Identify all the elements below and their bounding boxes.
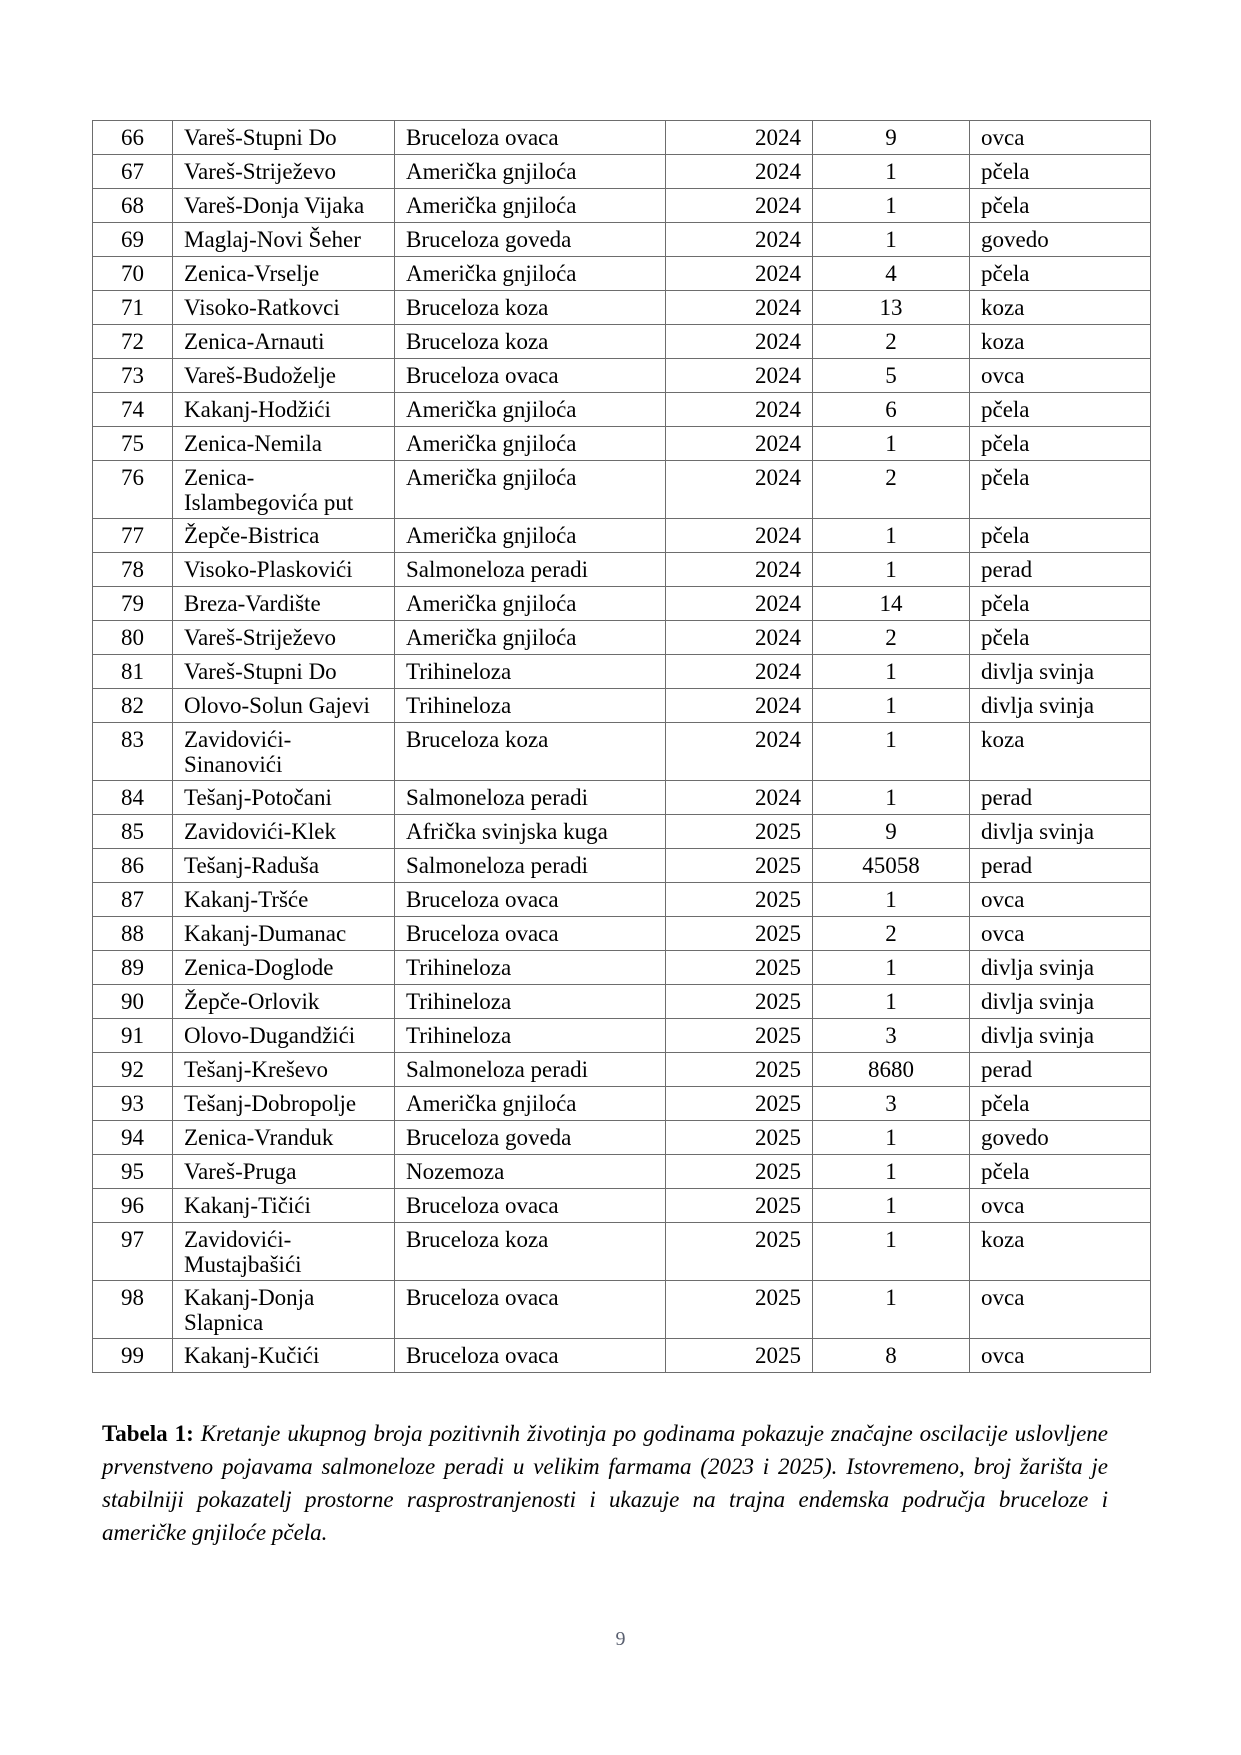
disease-cell: Bruceloza ovaca (395, 1339, 666, 1373)
year-cell: 2025 (666, 815, 813, 849)
disease-cell: Američka gnjiloća (395, 189, 666, 223)
outbreak-table (92, 120, 1151, 1373)
table-row (93, 883, 1151, 917)
species-cell: pčela (970, 155, 1151, 189)
disease-cell: Američka gnjiloća (395, 621, 666, 655)
row-number-cell: 79 (93, 587, 173, 621)
year-cell: 2024 (666, 587, 813, 621)
disease-cell: Bruceloza ovaca (395, 1189, 666, 1223)
table-row (93, 723, 1151, 781)
year-cell: 2025 (666, 1223, 813, 1281)
positive-count-cell: 5 (813, 359, 970, 393)
year-cell: 2024 (666, 189, 813, 223)
location-cell: Kakanj-Tršće (173, 883, 395, 917)
row-number-cell: 82 (93, 689, 173, 723)
location-cell: Zenica-Doglode (173, 951, 395, 985)
table-row (93, 325, 1151, 359)
table-row (93, 519, 1151, 553)
table-row (93, 461, 1151, 519)
species-cell: perad (970, 1053, 1151, 1087)
location-cell: Tešanj-Raduša (173, 849, 395, 883)
positive-count-cell: 9 (813, 121, 970, 155)
location-cell: Vareš-Stupni Do (173, 121, 395, 155)
year-cell: 2025 (666, 951, 813, 985)
year-cell: 2025 (666, 883, 813, 917)
species-cell: divlja svinja (970, 815, 1151, 849)
row-number-cell: 91 (93, 1019, 173, 1053)
table-row (93, 1121, 1151, 1155)
location-cell: Kakanj-Kučići (173, 1339, 395, 1373)
species-cell: perad (970, 553, 1151, 587)
disease-cell: Trihineloza (395, 689, 666, 723)
table-row (93, 587, 1151, 621)
location-cell: Zavidovići-Klek (173, 815, 395, 849)
positive-count-cell: 1 (813, 655, 970, 689)
disease-cell: Trihineloza (395, 951, 666, 985)
year-cell: 2024 (666, 461, 813, 519)
year-cell: 2024 (666, 223, 813, 257)
table-row (93, 359, 1151, 393)
species-cell: ovca (970, 121, 1151, 155)
table-row (93, 781, 1151, 815)
table-row (93, 223, 1151, 257)
disease-cell: Salmoneloza peradi (395, 849, 666, 883)
positive-count-cell: 1 (813, 1281, 970, 1339)
disease-cell: Bruceloza ovaca (395, 917, 666, 951)
table-row (93, 621, 1151, 655)
species-cell: perad (970, 849, 1151, 883)
year-cell: 2025 (666, 1019, 813, 1053)
table-row (93, 1155, 1151, 1189)
species-cell: koza (970, 325, 1151, 359)
row-number-cell: 69 (93, 223, 173, 257)
row-number-cell: 72 (93, 325, 173, 359)
positive-count-cell: 1 (813, 1155, 970, 1189)
year-cell: 2025 (666, 1281, 813, 1339)
table-row (93, 1339, 1151, 1373)
species-cell: pčela (970, 393, 1151, 427)
disease-cell: Salmoneloza peradi (395, 553, 666, 587)
row-number-cell: 76 (93, 461, 173, 519)
disease-cell: Trihineloza (395, 985, 666, 1019)
positive-count-cell: 3 (813, 1019, 970, 1053)
location-cell: Zavidovići- Sinanovići (173, 723, 395, 781)
row-number-cell: 66 (93, 121, 173, 155)
positive-count-cell: 9 (813, 815, 970, 849)
positive-count-cell: 1 (813, 1223, 970, 1281)
table-row (93, 393, 1151, 427)
year-cell: 2024 (666, 655, 813, 689)
table-row (93, 257, 1151, 291)
species-cell: pčela (970, 519, 1151, 553)
row-number-cell: 93 (93, 1087, 173, 1121)
disease-cell: Bruceloza ovaca (395, 1281, 666, 1339)
location-cell: Maglaj-Novi Šeher (173, 223, 395, 257)
row-number-cell: 97 (93, 1223, 173, 1281)
row-number-cell: 83 (93, 723, 173, 781)
year-cell: 2024 (666, 359, 813, 393)
location-cell: Tešanj-Potočani (173, 781, 395, 815)
table-row (93, 189, 1151, 223)
row-number-cell: 86 (93, 849, 173, 883)
row-number-cell: 88 (93, 917, 173, 951)
row-number-cell: 74 (93, 393, 173, 427)
species-cell: ovca (970, 359, 1151, 393)
row-number-cell: 94 (93, 1121, 173, 1155)
year-cell: 2025 (666, 1339, 813, 1373)
species-cell: pčela (970, 257, 1151, 291)
species-cell: divlja svinja (970, 689, 1151, 723)
species-cell: koza (970, 723, 1151, 781)
row-number-cell: 78 (93, 553, 173, 587)
disease-cell: Američka gnjiloća (395, 1087, 666, 1121)
location-cell: Vareš-Stupni Do (173, 655, 395, 689)
positive-count-cell: 2 (813, 621, 970, 655)
species-cell: ovca (970, 883, 1151, 917)
table-row (93, 1189, 1151, 1223)
disease-cell: Američka gnjiloća (395, 393, 666, 427)
positive-count-cell: 4 (813, 257, 970, 291)
positive-count-cell: 45058 (813, 849, 970, 883)
location-cell: Visoko-Ratkovci (173, 291, 395, 325)
table-row (93, 985, 1151, 1019)
table-row (93, 815, 1151, 849)
row-number-cell: 77 (93, 519, 173, 553)
positive-count-cell: 3 (813, 1087, 970, 1121)
species-cell: ovca (970, 1339, 1151, 1373)
row-number-cell: 68 (93, 189, 173, 223)
row-number-cell: 99 (93, 1339, 173, 1373)
location-cell: Zavidovići- Mustajbašići (173, 1223, 395, 1281)
positive-count-cell: 2 (813, 461, 970, 519)
positive-count-cell: 1 (813, 1121, 970, 1155)
disease-cell: Bruceloza ovaca (395, 359, 666, 393)
year-cell: 2025 (666, 849, 813, 883)
table-row (93, 121, 1151, 155)
year-cell: 2025 (666, 1189, 813, 1223)
year-cell: 2024 (666, 291, 813, 325)
year-cell: 2024 (666, 325, 813, 359)
location-cell: Vareš-Striježevo (173, 155, 395, 189)
positive-count-cell: 1 (813, 689, 970, 723)
positive-count-cell: 1 (813, 781, 970, 815)
disease-cell: Američka gnjiloća (395, 587, 666, 621)
row-number-cell: 89 (93, 951, 173, 985)
species-cell: divlja svinja (970, 951, 1151, 985)
species-cell: perad (970, 781, 1151, 815)
disease-cell: Nozemoza (395, 1155, 666, 1189)
row-number-cell: 98 (93, 1281, 173, 1339)
location-cell: Žepče-Orlovik (173, 985, 395, 1019)
year-cell: 2025 (666, 985, 813, 1019)
row-number-cell: 67 (93, 155, 173, 189)
positive-count-cell: 2 (813, 917, 970, 951)
positive-count-cell: 1 (813, 985, 970, 1019)
species-cell: koza (970, 1223, 1151, 1281)
row-number-cell: 92 (93, 1053, 173, 1087)
disease-cell: Salmoneloza peradi (395, 1053, 666, 1087)
caption-label: Tabela 1: (102, 1421, 194, 1446)
positive-count-cell: 2 (813, 325, 970, 359)
disease-cell: Bruceloza koza (395, 291, 666, 325)
year-cell: 2025 (666, 1121, 813, 1155)
row-number-cell: 81 (93, 655, 173, 689)
species-cell: govedo (970, 223, 1151, 257)
year-cell: 2024 (666, 427, 813, 461)
location-cell: Zenica-Vranduk (173, 1121, 395, 1155)
outbreak-table-body (93, 121, 1151, 1373)
positive-count-cell: 1 (813, 519, 970, 553)
year-cell: 2025 (666, 1087, 813, 1121)
species-cell: pčela (970, 461, 1151, 519)
year-cell: 2025 (666, 1053, 813, 1087)
row-number-cell: 75 (93, 427, 173, 461)
table-row (93, 1223, 1151, 1281)
location-cell: Olovo-Dugandžići (173, 1019, 395, 1053)
positive-count-cell: 1 (813, 883, 970, 917)
location-cell: Žepče-Bistrica (173, 519, 395, 553)
year-cell: 2024 (666, 121, 813, 155)
disease-cell: Američka gnjiloća (395, 461, 666, 519)
disease-cell: Bruceloza koza (395, 1223, 666, 1281)
table-row (93, 655, 1151, 689)
table-row (93, 155, 1151, 189)
location-cell: Zenica-Nemila (173, 427, 395, 461)
row-number-cell: 95 (93, 1155, 173, 1189)
year-cell: 2024 (666, 553, 813, 587)
species-cell: ovca (970, 1189, 1151, 1223)
species-cell: govedo (970, 1121, 1151, 1155)
location-cell: Zenica- Islambegovića put (173, 461, 395, 519)
species-cell: koza (970, 291, 1151, 325)
location-cell: Zenica-Arnauti (173, 325, 395, 359)
species-cell: pčela (970, 189, 1151, 223)
species-cell: pčela (970, 1155, 1151, 1189)
location-cell: Vareš-Striježevo (173, 621, 395, 655)
positive-count-cell: 6 (813, 393, 970, 427)
species-cell: ovca (970, 917, 1151, 951)
location-cell: Visoko-Plaskovići (173, 553, 395, 587)
positive-count-cell: 1 (813, 155, 970, 189)
table-row (93, 1019, 1151, 1053)
row-number-cell: 71 (93, 291, 173, 325)
disease-cell: Bruceloza goveda (395, 1121, 666, 1155)
disease-cell: Afrička svinjska kuga (395, 815, 666, 849)
disease-cell: Američka gnjiloća (395, 427, 666, 461)
species-cell: ovca (970, 1281, 1151, 1339)
positive-count-cell: 1 (813, 223, 970, 257)
year-cell: 2024 (666, 519, 813, 553)
disease-cell: Američka gnjiloća (395, 155, 666, 189)
positive-count-cell: 1 (813, 189, 970, 223)
positive-count-cell: 1 (813, 553, 970, 587)
year-cell: 2024 (666, 621, 813, 655)
table-row (93, 849, 1151, 883)
location-cell: Breza-Vardište (173, 587, 395, 621)
row-number-cell: 73 (93, 359, 173, 393)
disease-cell: Američka gnjiloća (395, 519, 666, 553)
table-row (93, 951, 1151, 985)
row-number-cell: 87 (93, 883, 173, 917)
row-number-cell: 90 (93, 985, 173, 1019)
disease-cell: Bruceloza ovaca (395, 883, 666, 917)
table-row (93, 1087, 1151, 1121)
species-cell: divlja svinja (970, 655, 1151, 689)
row-number-cell: 84 (93, 781, 173, 815)
year-cell: 2024 (666, 155, 813, 189)
year-cell: 2024 (666, 257, 813, 291)
year-cell: 2024 (666, 689, 813, 723)
disease-cell: Trihineloza (395, 655, 666, 689)
table-row (93, 291, 1151, 325)
year-cell: 2025 (666, 1155, 813, 1189)
location-cell: Zenica-Vrselje (173, 257, 395, 291)
species-cell: pčela (970, 587, 1151, 621)
location-cell: Vareš-Pruga (173, 1155, 395, 1189)
row-number-cell: 70 (93, 257, 173, 291)
location-cell: Vareš-Budoželje (173, 359, 395, 393)
table-row (93, 689, 1151, 723)
table-row (93, 1281, 1151, 1339)
disease-cell: Bruceloza ovaca (395, 121, 666, 155)
location-cell: Kakanj-Dumanac (173, 917, 395, 951)
disease-cell: Salmoneloza peradi (395, 781, 666, 815)
species-cell: pčela (970, 427, 1151, 461)
positive-count-cell: 1 (813, 951, 970, 985)
table-row (93, 427, 1151, 461)
year-cell: 2024 (666, 723, 813, 781)
table-caption (102, 1417, 1108, 1549)
species-cell: pčela (970, 621, 1151, 655)
location-cell: Olovo-Solun Gajevi (173, 689, 395, 723)
row-number-cell: 96 (93, 1189, 173, 1223)
species-cell: pčela (970, 1087, 1151, 1121)
location-cell: Kakanj-Hodžići (173, 393, 395, 427)
positive-count-cell: 8680 (813, 1053, 970, 1087)
location-cell: Kakanj-Tičići (173, 1189, 395, 1223)
year-cell: 2025 (666, 917, 813, 951)
disease-cell: Bruceloza koza (395, 325, 666, 359)
disease-cell: Trihineloza (395, 1019, 666, 1053)
species-cell: divlja svinja (970, 1019, 1151, 1053)
caption-text: Kretanje ukupnog broja pozitivnih životinja po godinama pokazuje značajne oscilacije uslovljene prvenstveno pojavama salmoneloze peradi u velikim farmama (2023 i 2025). Istovremeno, broj žarišta je stabilniji pokazatelj prostorne rasprostranjenosti i ukazuje na trajna endemska područja bruceloze i američke gnjiloće pčela. (102, 1421, 1109, 1545)
positive-count-cell: 1 (813, 427, 970, 461)
location-cell: Vareš-Donja Vijaka (173, 189, 395, 223)
table-row (93, 553, 1151, 587)
table-row (93, 1053, 1151, 1087)
positive-count-cell: 8 (813, 1339, 970, 1373)
page-number: 9 (615, 1628, 626, 1650)
disease-cell: Američka gnjiloća (395, 257, 666, 291)
positive-count-cell: 1 (813, 723, 970, 781)
row-number-cell: 85 (93, 815, 173, 849)
location-cell: Tešanj-Dobropolje (173, 1087, 395, 1121)
location-cell: Kakanj-Donja Slapnica (173, 1281, 395, 1339)
disease-cell: Bruceloza goveda (395, 223, 666, 257)
positive-count-cell: 14 (813, 587, 970, 621)
row-number-cell: 80 (93, 621, 173, 655)
location-cell: Tešanj-Kreševo (173, 1053, 395, 1087)
disease-cell: Bruceloza koza (395, 723, 666, 781)
species-cell: divlja svinja (970, 985, 1151, 1019)
positive-count-cell: 1 (813, 1189, 970, 1223)
table-row (93, 917, 1151, 951)
year-cell: 2024 (666, 781, 813, 815)
positive-count-cell: 13 (813, 291, 970, 325)
year-cell: 2024 (666, 393, 813, 427)
